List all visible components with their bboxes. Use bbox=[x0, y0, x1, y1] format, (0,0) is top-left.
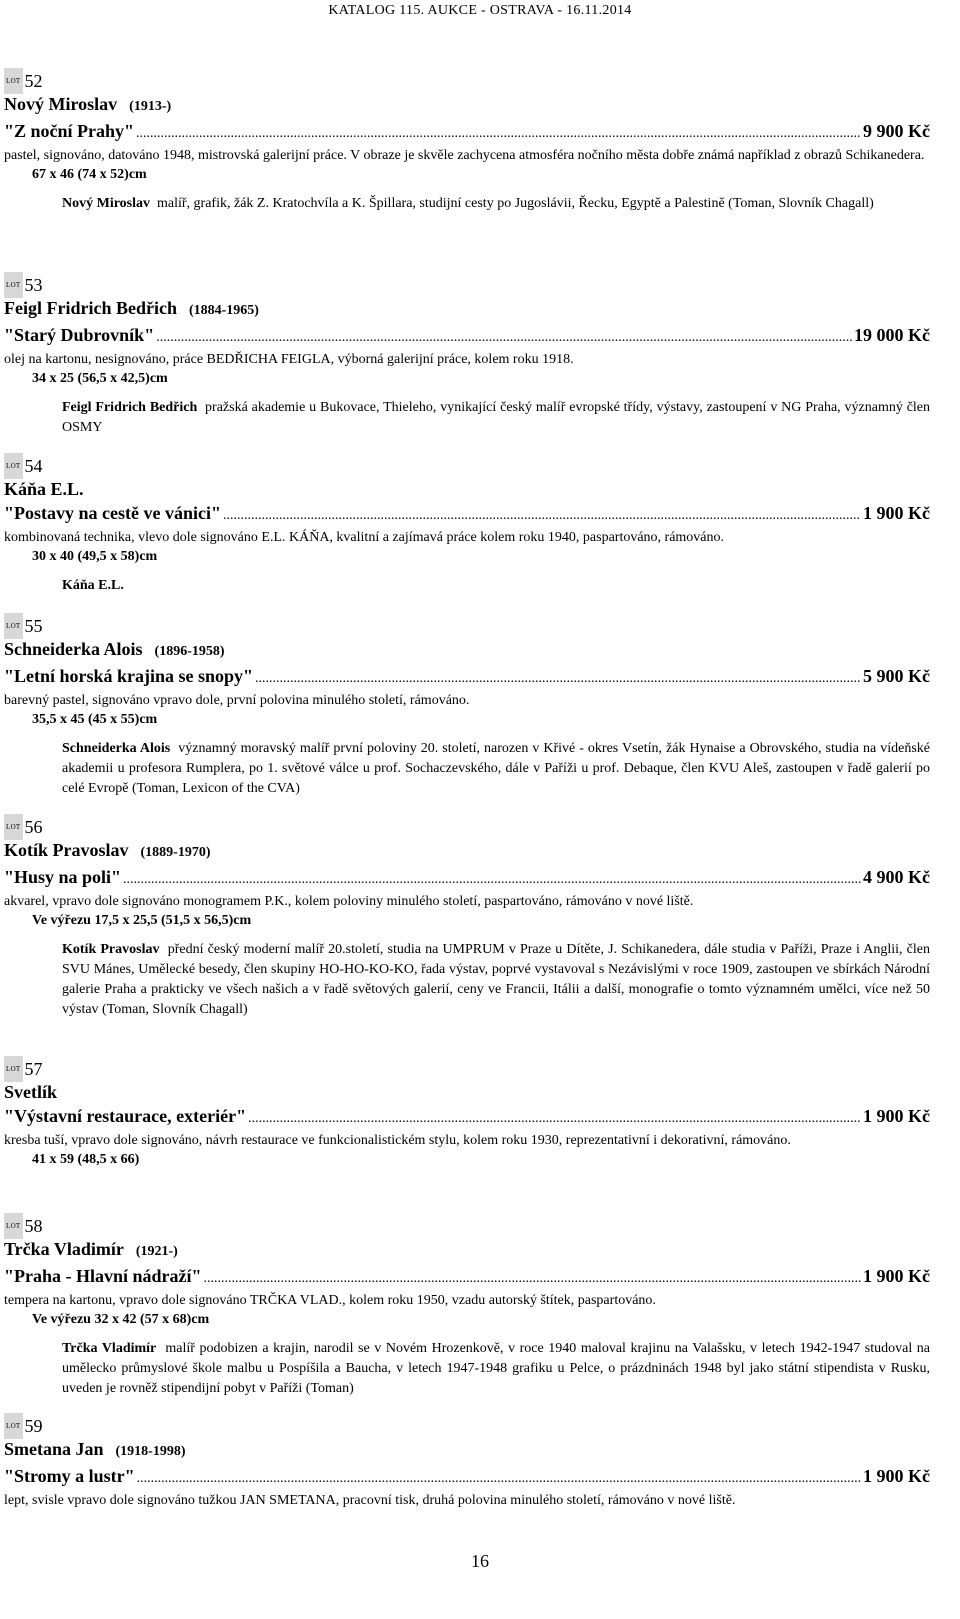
lot-number-row bbox=[4, 1213, 930, 1237]
lot-number-row bbox=[4, 814, 930, 838]
artwork-title-row bbox=[4, 1104, 930, 1131]
lot-price: 1 900 Kč bbox=[863, 503, 930, 523]
artist-name-text: Nový Miroslav bbox=[4, 94, 118, 114]
artwork-title: "Stromy a lustr" bbox=[4, 1466, 135, 1486]
lot-number: 59 bbox=[24, 1416, 43, 1436]
lot-number-row bbox=[4, 1413, 930, 1437]
artwork-title: "Výstavní restaurace, exteriér" bbox=[4, 1106, 247, 1126]
bio-text: malíř podobizen a krajin, narodil se v Novém Hrozenkově, v roce 1940 maloval krajinu na Valašsku, v letech 1942-1947 studoval na umělecko průmyslové škole malbu u Pospíšila a Baucha, v letech 1947-1948 grafiku u Pelce, o prázdninách 1948 byl jako státní stipendista v Rusku, uveden je rovněž stipendijní pobyt v Paříži (Toman) bbox=[62, 1341, 931, 1396]
artist-name-text: Kotík Pravoslav bbox=[4, 840, 129, 860]
bio-text: přední český moderní malíř 20.století, studia na UMPRUM v Praze u Dítěte, J. Schikanedera, dále studia v Paříži, Praze i Anglii, člen SVU Mánes, Umělecké besedy, člen skupiny HO-HO-KO-KO, řada výstav, poprvé vystavoval s Nezávislými v roce 1909, zastoupen ve sbírkách Národní galerie Praha a prakticky ve všech našich a v řadě světových galerií, ceny ve Francii, Itálii a další, monografie o tomto významném umělci, více než 50 výstav (Toman, Slovník Chagall) bbox=[62, 942, 930, 1017]
lot-badge: LOT bbox=[4, 272, 23, 298]
artwork-title: "Letní horská krajina se snopy" bbox=[4, 666, 254, 686]
artist-name bbox=[4, 1437, 930, 1464]
lot-entry bbox=[4, 613, 930, 799]
lot-badge: LOT bbox=[4, 1056, 23, 1082]
bio-text: pražská akademie u Bukovace, Thieleho, vynikající český malíř evropské třídy, výstavy, zastoupení v NG Praha, významný člen OSMY bbox=[62, 400, 931, 435]
artwork-description: olej na kartonu, nesignováno, práce BEDŘICHA FEIGLA, výborná galerijní práce, kolem roku 1918. bbox=[4, 352, 574, 367]
artist-name bbox=[4, 838, 930, 865]
lot-number: 55 bbox=[24, 616, 43, 636]
artist-name-text: Svetlík bbox=[4, 1082, 58, 1102]
lot-number: 54 bbox=[24, 456, 43, 476]
lot-entry bbox=[4, 1056, 930, 1169]
lot-number-row bbox=[4, 613, 930, 637]
bio-artist-name: Schneiderka Alois bbox=[62, 741, 171, 756]
dot-leader bbox=[248, 1104, 861, 1131]
artist-bio bbox=[62, 576, 930, 596]
artwork-dimensions: Ve výřezu 32 x 42 (57 x 68)cm bbox=[32, 1312, 210, 1327]
bio-text: významný moravský malíř první poloviny 20. století, narozen v Křivé - okres Vsetín, žák Hynaise a Obrovského, studia na vídeňské akademii u profesora Rumplera, po 1. světové válce u prof. Sochaczevského, dále v Paříži u prof. Debaque, člen KVU Aleš, zastoupen v řadě galerií po celé Evropě (Toman, Lexicon of the CVA) bbox=[62, 741, 931, 796]
lot-number-row bbox=[4, 1056, 930, 1080]
dot-leader bbox=[255, 664, 861, 691]
artwork-description: kombinovaná technika, vlevo dole signováno E.L. KÁŇA, kvalitní a zajímavá práce kolem roku 1940, paspartováno, rámováno. bbox=[4, 530, 725, 545]
artwork-title-row bbox=[4, 664, 930, 691]
artwork-description: barevný pastel, signováno vpravo dole, první polovina minulého století, rámováno. bbox=[4, 693, 470, 708]
artist-name-text: Schneiderka Alois bbox=[4, 639, 143, 659]
artwork-title: "Starý Dubrovník" bbox=[4, 325, 155, 345]
artwork-title-row bbox=[4, 119, 930, 146]
artwork-title-row bbox=[4, 1264, 930, 1291]
lot-number-row bbox=[4, 453, 930, 477]
bio-text: malíř, grafik, žák Z. Kratochvíla a K. Špillara, studijní cesty po Jugoslávii, Řecku, Egyptě a Palestině (Toman, Slovník Chagall) bbox=[157, 196, 874, 211]
artist-name bbox=[4, 1080, 930, 1104]
artist-dates: (1884-1965) bbox=[188, 303, 259, 318]
artist-dates: (1918-1998) bbox=[115, 1444, 186, 1459]
artwork-title-row bbox=[4, 501, 930, 528]
lot-entry bbox=[4, 1213, 930, 1399]
lot-number: 57 bbox=[24, 1059, 43, 1079]
bio-artist-name: Feigl Fridrich Bedřich bbox=[62, 400, 198, 415]
artist-name-text: Káňa E.L. bbox=[4, 479, 84, 499]
artist-bio bbox=[62, 739, 930, 799]
artist-dates: (1921-) bbox=[135, 1244, 178, 1259]
artist-name-text: Feigl Fridrich Bedřich bbox=[4, 298, 177, 318]
artwork-dimensions: 35,5 x 45 (45 x 55)cm bbox=[32, 712, 158, 727]
artwork-description: tempera na kartonu, vpravo dole signováno TRČKA VLAD., kolem roku 1950, vzadu autorský štítek, paspartováno. bbox=[4, 1293, 656, 1308]
artist-bio bbox=[62, 940, 930, 1020]
lot-entry bbox=[4, 68, 930, 214]
artwork-dimensions: 41 x 59 (48,5 x 66) bbox=[32, 1152, 140, 1167]
page-number: 16 bbox=[471, 1551, 489, 1571]
artwork-title: "Praha - Hlavní nádraží" bbox=[4, 1266, 202, 1286]
artist-name bbox=[4, 92, 930, 119]
lot-price: 1 900 Kč bbox=[863, 1106, 930, 1126]
artwork-dimensions: 67 x 46 (74 x 52)cm bbox=[32, 167, 147, 182]
artwork-description: kresba tuší, vpravo dole signováno, návrh restaurace ve funkcionalistickém stylu, kolem roku 1930, reprezentativní i dekorativní, rámováno. bbox=[4, 1133, 791, 1148]
artwork-description: lept, svisle vpravo dole signováno tužkou JAN SMETANA, pracovní tisk, druhá polovina minulého století, rámováno v nové liště. bbox=[4, 1493, 736, 1508]
artwork-title: "Husy na poli" bbox=[4, 867, 122, 887]
artwork-title-row bbox=[4, 1464, 930, 1491]
bio-artist-name: Kotík Pravoslav bbox=[62, 942, 160, 957]
lot-badge: LOT bbox=[4, 1413, 23, 1439]
dot-leader bbox=[137, 1464, 861, 1491]
lot-badge: LOT bbox=[4, 613, 23, 639]
artist-name bbox=[4, 1237, 930, 1264]
lot-badge: LOT bbox=[4, 453, 23, 479]
lot-price: 19 000 Kč bbox=[854, 325, 930, 345]
dot-leader bbox=[136, 119, 861, 146]
artist-bio bbox=[62, 1339, 930, 1399]
artist-dates: (1889-1970) bbox=[140, 845, 211, 860]
dot-leader bbox=[204, 1264, 862, 1291]
lot-price: 1 900 Kč bbox=[863, 1266, 930, 1286]
lot-price: 9 900 Kč bbox=[863, 121, 930, 141]
lot-number: 52 bbox=[24, 71, 43, 91]
dot-leader bbox=[156, 323, 852, 350]
lot-price: 1 900 Kč bbox=[863, 1466, 930, 1486]
catalog-header: KATALOG 115. AUKCE - OSTRAVA - 16.11.2014 bbox=[328, 3, 632, 18]
artist-name bbox=[4, 637, 930, 664]
artwork-title: "Z noční Prahy" bbox=[4, 121, 134, 141]
lot-number: 53 bbox=[24, 275, 43, 295]
lot-badge: LOT bbox=[4, 814, 23, 840]
lot-entry bbox=[4, 272, 930, 438]
lot-price: 4 900 Kč bbox=[863, 867, 930, 887]
bio-artist-name: Trčka Vladimír bbox=[62, 1341, 157, 1356]
artwork-title: "Postavy na cestě ve vánici" bbox=[4, 503, 221, 523]
artist-bio bbox=[62, 398, 930, 438]
lot-number-row bbox=[4, 272, 930, 296]
lot-badge: LOT bbox=[4, 68, 23, 94]
lot-badge: LOT bbox=[4, 1213, 23, 1239]
lot-number-row bbox=[4, 68, 930, 92]
lot-price: 5 900 Kč bbox=[863, 666, 930, 686]
artwork-title-row bbox=[4, 323, 930, 350]
artist-name-text: Trčka Vladimír bbox=[4, 1239, 124, 1259]
artist-bio bbox=[62, 194, 930, 214]
lot-entry bbox=[4, 453, 930, 596]
dot-leader bbox=[223, 501, 861, 528]
artist-dates: (1913-) bbox=[129, 99, 172, 114]
lot-number: 56 bbox=[24, 817, 43, 837]
artist-name bbox=[4, 296, 930, 323]
lot-entry bbox=[4, 1413, 930, 1510]
artwork-dimensions: Ve výřezu 17,5 x 25,5 (51,5 x 56,5)cm bbox=[32, 913, 252, 928]
artwork-dimensions: 34 x 25 (56,5 x 42,5)cm bbox=[32, 371, 168, 386]
artwork-description: akvarel, vpravo dole signováno monogramem P.K., kolem poloviny minulého století, paspartováno, rámováno v nové liště. bbox=[4, 894, 694, 909]
bio-artist-name: Káňa E.L. bbox=[62, 578, 124, 593]
artist-name bbox=[4, 477, 930, 501]
artist-name-text: Smetana Jan bbox=[4, 1439, 104, 1459]
lot-number: 58 bbox=[24, 1216, 43, 1236]
dot-leader bbox=[123, 865, 861, 892]
bio-artist-name: Nový Miroslav bbox=[62, 196, 151, 211]
lot-entry bbox=[4, 814, 930, 1020]
artwork-title-row bbox=[4, 865, 930, 892]
artwork-dimensions: 30 x 40 (49,5 x 58)cm bbox=[32, 549, 158, 564]
artist-dates: (1896-1958) bbox=[154, 644, 225, 659]
artwork-description: pastel, signováno, datováno 1948, mistrovská galerijní práce. V obraze je skvěle zachycena atmosféra nočního města dobře známá například z obrazů Schikanedera. bbox=[4, 148, 925, 163]
